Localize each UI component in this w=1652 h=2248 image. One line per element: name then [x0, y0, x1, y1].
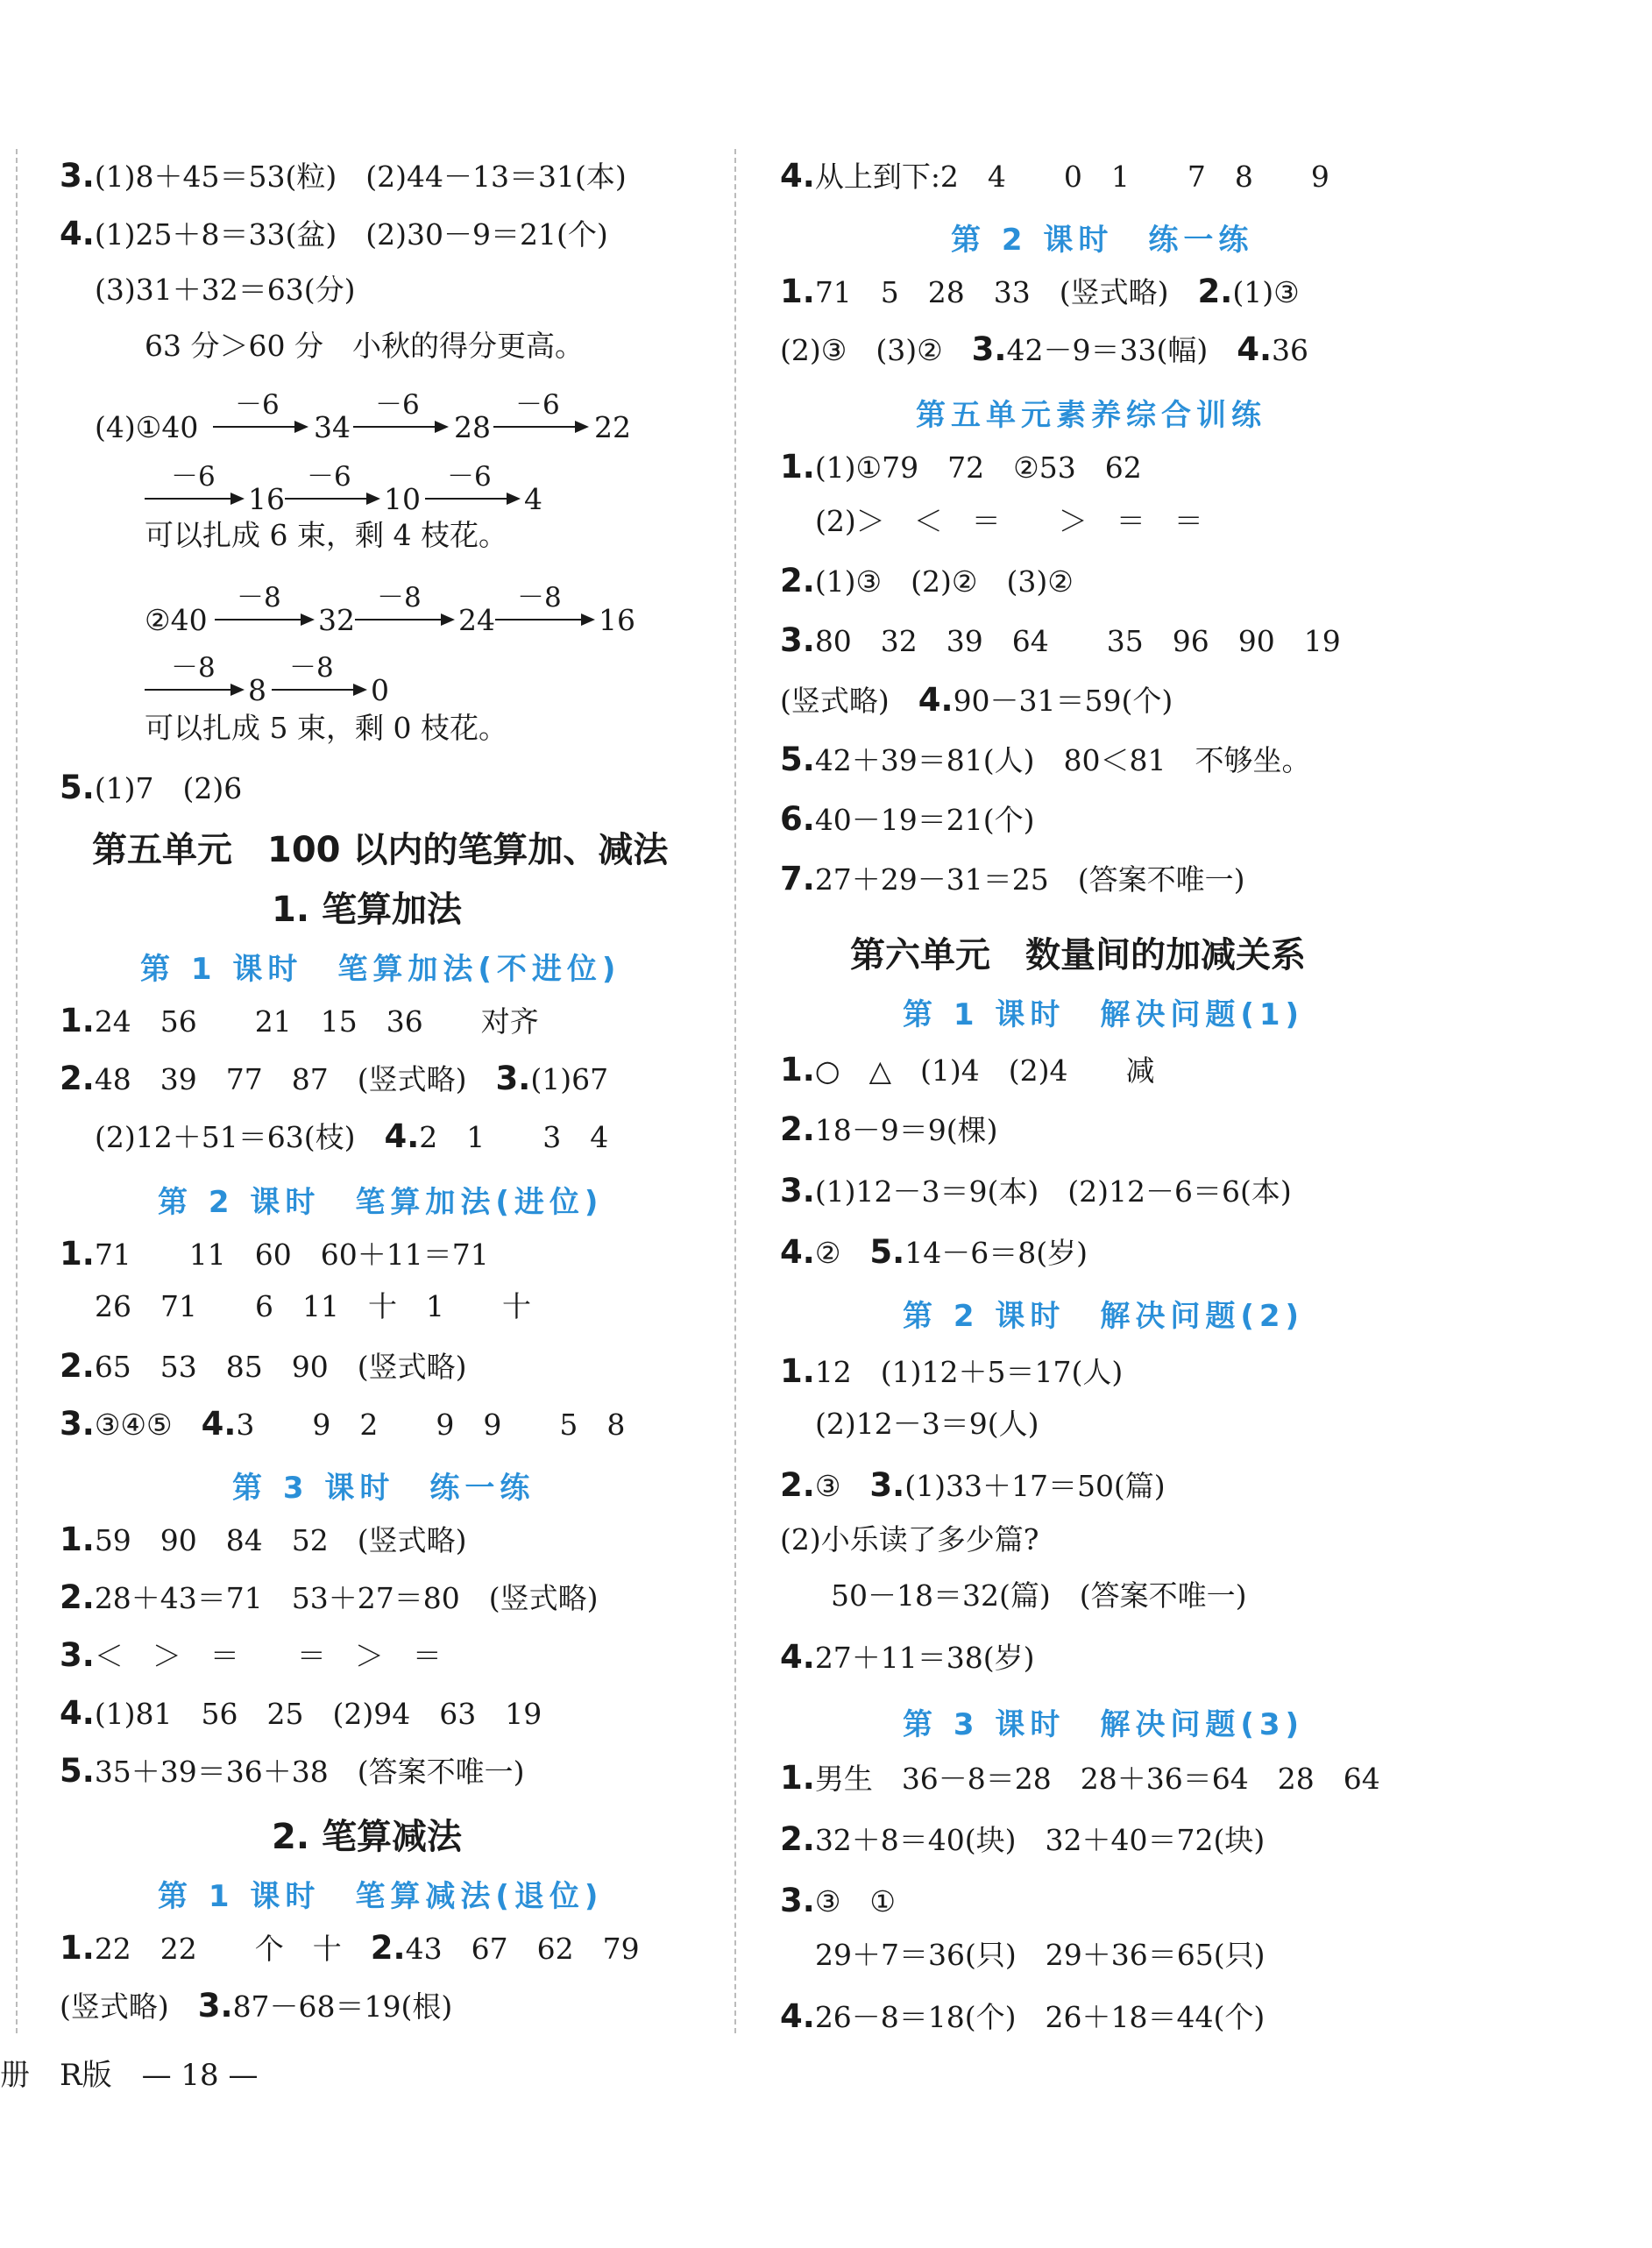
answer-line: (2)③ (3)② 3.42－9＝33(幅) 4.36	[780, 330, 1309, 368]
answer-line: (竖式略) 4.90－31＝59(个)	[780, 681, 1173, 719]
lesson-heading: 第 1 课时 笔算减法(退位)	[158, 1879, 604, 1914]
answer-line: 1.22 22 个 十 2.43 67 62 79	[60, 1929, 640, 1967]
answer-line: 2.18－9＝9(棵)	[780, 1110, 998, 1148]
answer-line: 2.32＋8＝40(块) 32＋40＝72(块)	[780, 1820, 1266, 1858]
answer-line: 4.27＋11＝38(岁)	[780, 1638, 1035, 1676]
answer-line: 2.28＋43＝71 53＋27＝80 (竖式略)	[60, 1578, 599, 1616]
answer-line: 2.(1)③ (2)② (3)②	[780, 562, 1074, 599]
answer-line: 1.24 56 21 15 36 对齐	[60, 1002, 539, 1039]
lesson-heading: 第 2 课时 练一练	[951, 223, 1254, 258]
answer-line: 63 分＞60 分 小秋的得分更高。	[145, 329, 584, 363]
lesson-heading: 第 3 课时 解决问题(3)	[903, 1707, 1305, 1742]
answer-line: 1.男生 36－8＝28 28＋36＝64 28 64	[780, 1759, 1380, 1797]
answer-line: 4.26－8＝18(个) 26＋18＝44(个)	[780, 1997, 1266, 2035]
answer-line: 5.(1)7 (2)6	[60, 769, 243, 806]
answer-line: 3.③④⑤ 4.3 9 2 9 9 5 8	[60, 1405, 626, 1443]
lesson-heading: 第 2 课时 解决问题(2)	[903, 1299, 1305, 1334]
lesson-heading: 第 1 课时 笔算加法(不进位)	[140, 952, 621, 987]
section-heading: 2. 笔算减法	[272, 1817, 462, 1857]
subtraction-chain: ②40 －8 32 －8 24 －8 16	[145, 582, 635, 637]
answer-line: 可以扎成 5 束，剩 0 枝花。	[145, 711, 507, 745]
answer-line: 2.48 39 77 87 (竖式略) 3.(1)67	[60, 1060, 609, 1097]
answer-line: 2.65 53 85 90 (竖式略)	[60, 1347, 467, 1385]
answer-line: 6.40－19＝21(个)	[780, 800, 1035, 838]
answer-line: (2)12－3＝9(人)	[815, 1407, 1039, 1441]
answer-line: 3.＜ ＞ ＝ ＝ ＞ ＝	[60, 1636, 442, 1674]
answer-line: 1.12 (1)12＋5＝17(人)	[780, 1352, 1124, 1390]
page-footer: 册 R版 — 18 —	[0, 2058, 259, 2093]
answer-line: 1.59 90 84 52 (竖式略)	[60, 1521, 467, 1558]
lesson-heading: 第 2 课时 笔算加法(进位)	[158, 1185, 604, 1220]
answer-line: 4.(1)25＋8＝33(盆) (2)30－9＝21(个)	[60, 215, 608, 252]
answer-line: (2)＞ ＜ ＝ ＞ ＝ ＝	[815, 504, 1203, 538]
column-rule-middle	[734, 149, 736, 2033]
lesson-heading: 第五单元素养综合训练	[916, 398, 1266, 433]
answer-line: 1.71 5 28 33 (竖式略) 2.(1)③	[780, 273, 1300, 310]
answer-line: 1.(1)①79 72 ②53 62	[780, 448, 1142, 486]
answer-line: 3.80 32 39 64 35 96 90 19	[780, 621, 1341, 659]
subtraction-chain: －8 8 －8 0	[145, 645, 408, 715]
section-heading: 1. 笔算加法	[272, 890, 462, 930]
answer-line: 7.27＋29－31＝25 (答案不唯一)	[780, 860, 1245, 897]
answer-line: 29＋7＝36(只) 29＋36＝65(只)	[815, 1938, 1266, 1972]
lesson-heading: 第 3 课时 练一练	[232, 1471, 535, 1506]
answer-line: 3.(1)8＋45＝53(粒) (2)44－13＝31(本)	[60, 157, 627, 195]
answer-line: 2.③ 3.(1)33＋17＝50(篇)	[780, 1466, 1166, 1504]
answer-line: 3.(1)12－3＝9(本) (2)12－6＝6(本)	[780, 1172, 1292, 1209]
answer-line: 4.② 5.14－6＝8(岁)	[780, 1233, 1088, 1271]
answer-line: 可以扎成 6 束，剩 4 枝花。	[145, 518, 507, 552]
answer-line: (竖式略) 3.87－68＝19(根)	[60, 1987, 453, 2025]
answer-line: (2)小乐读了多少篇?	[780, 1522, 1039, 1557]
answer-line: (2)12＋51＝63(枝) 4.2 1 3 4	[95, 1117, 609, 1155]
answer-line: 4.从上到下:2 4 0 1 7 8 9	[780, 157, 1329, 195]
answer-line: 4.(1)81 56 25 (2)94 63 19	[60, 1694, 542, 1732]
answer-line: 3.③ ①	[780, 1882, 896, 1919]
column-rule-left	[16, 149, 18, 2033]
answer-line: 26 71 6 11 十 1 十	[95, 1289, 531, 1323]
unit-heading: 第六单元 数量间的加减关系	[850, 935, 1306, 975]
answer-line: (3)31＋32＝63(分)	[95, 273, 356, 307]
subtraction-chain: －6 16 －6 10 －6 4	[145, 454, 583, 524]
answer-line: 1.○ △ (1)4 (2)4 减	[780, 1051, 1155, 1089]
answer-line: 1.71 11 60 60＋11＝71	[60, 1235, 489, 1273]
unit-heading: 第五单元 100 以内的笔算加、减法	[92, 830, 669, 870]
answer-line: 50－18＝32(篇) (答案不唯一)	[831, 1578, 1247, 1613]
lesson-heading: 第 1 课时 解决问题(1)	[903, 997, 1305, 1032]
subtraction-chain: (4)①40 －6 34 －6 28 －6 22	[95, 389, 631, 444]
answer-line: 5.42＋39＝81(人) 80＜81 不够坐。	[780, 741, 1311, 778]
answer-line: 5.35＋39＝36＋38 (答案不唯一)	[60, 1752, 525, 1790]
